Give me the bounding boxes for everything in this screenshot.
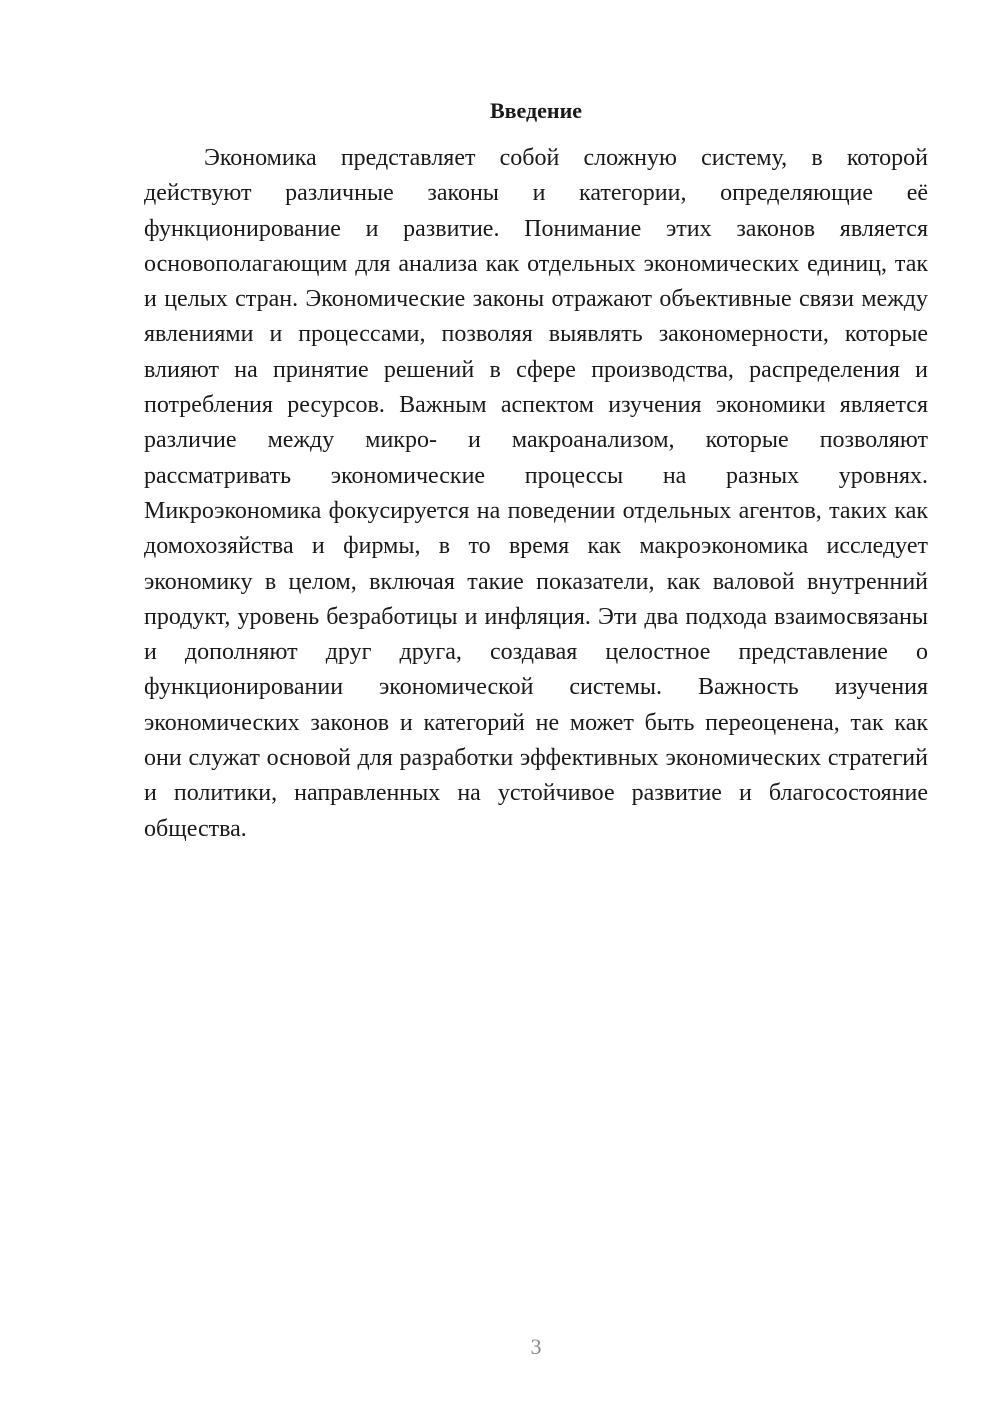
introduction-paragraph: Экономика представляет собой сложную систему, в которой действуют различные законы и категории, определяющие её функционирование и развитие. Понимание этих законов является основополагающим для анализа как отдельных экономических единиц, так и целых стран. Экономические законы отражают объективные связи между явлениями и процессами, позволяя выявлять закономерности, которые влияют на принятие решений в сфере производства, распределения и потребления ресурсов. Важным аспектом изучения экономики является различие между микро- и макроанализом, которые позволяют рассматривать экономические процессы на разных уровнях. Микроэкономика фокусируется на поведении отдельных агентов, таких как домохозяйства и фирмы, в то время как макроэкономика исследует экономику в целом, включая такие показатели, как валовой внутренний продукт, уровень безработицы и инфляция. Эти два подхода взаимосвязаны и дополняют друг друга, создавая целостное представление о функционировании экономической системы. Важность изучения экономических законов и категорий не может быть переоценена, так как они служат основой для разработки эффективных экономических стратегий и политики, направленных на устойчивое развитие и благосостояние общества. — [144, 145, 928, 842]
page-number: 3 — [530, 1334, 542, 1359]
section-heading: Введение — [489, 98, 583, 123]
